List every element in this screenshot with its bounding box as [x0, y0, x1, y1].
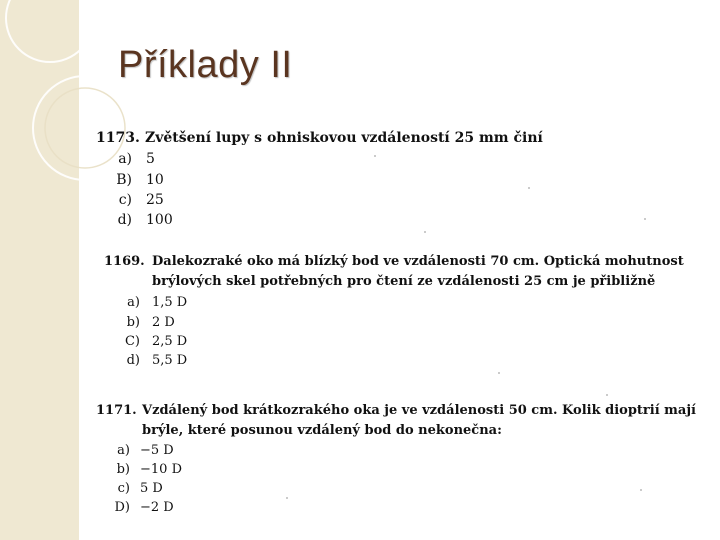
page-title: Příklady II	[118, 44, 293, 86]
option-value: 5,5 D	[152, 353, 188, 368]
answer-option	[114, 149, 155, 169]
option-value: 2 D	[152, 315, 175, 330]
answer-option	[110, 479, 163, 498]
answer-option	[122, 293, 188, 312]
scan-speck	[286, 497, 288, 499]
option-value: 2,5 D	[152, 334, 188, 349]
question-1171	[96, 401, 706, 521]
option-value: 5 D	[140, 481, 163, 496]
question-text: Zvětšení lupy s ohniskovou vzdáleností 25 mm činí	[145, 130, 543, 146]
answer-option	[110, 498, 174, 517]
scan-speck	[606, 394, 608, 396]
scan-speck	[528, 187, 530, 189]
question-number: 1173.	[96, 130, 140, 146]
option-letter: a)	[118, 151, 132, 167]
option-letter: b)	[126, 315, 140, 330]
answer-option	[122, 313, 175, 332]
question-1169	[104, 252, 704, 372]
option-letter: D)	[114, 500, 130, 515]
question-text-line-1: Dalekozraké oko má blízký bod ve vzdálenosti 70 cm. Optická mohutnost	[152, 254, 684, 269]
answer-option	[110, 460, 182, 479]
option-value: 10	[146, 172, 164, 188]
scan-speck	[374, 155, 376, 157]
option-value: −5 D	[140, 443, 174, 458]
option-letter: d)	[117, 212, 132, 228]
question-text-line-2: brýle, které posunou vzdálený bod do nekonečna:	[142, 423, 502, 438]
answer-option	[110, 441, 174, 460]
scan-speck	[498, 372, 500, 374]
scan-speck	[640, 489, 642, 491]
answer-option	[114, 170, 164, 190]
answer-option	[122, 351, 188, 370]
answer-option	[114, 210, 173, 230]
option-letter: b)	[116, 462, 130, 477]
question-text-line-1: Vzdálený bod krátkozrakého oka je ve vzdálenosti 50 cm. Kolik dioptrií mají	[142, 403, 696, 418]
option-value: 1,5 D	[152, 295, 188, 310]
question-text-line-2: brýlových skel potřebných pro čtení ze vzdálenosti 25 cm je přibližně	[152, 274, 656, 289]
option-letter: c)	[117, 481, 130, 496]
option-value: −10 D	[140, 462, 182, 477]
question-number: 1171.	[96, 403, 137, 418]
option-letter: B)	[116, 172, 132, 188]
answer-option	[114, 190, 164, 210]
option-letter: c)	[118, 192, 132, 208]
question-1173	[96, 128, 696, 232]
answer-option	[122, 332, 188, 351]
option-letter: a)	[117, 443, 130, 458]
option-value: 100	[146, 212, 173, 228]
scan-speck	[424, 231, 426, 233]
scan-speck	[644, 218, 646, 220]
option-value: −2 D	[140, 500, 174, 515]
option-letter: a)	[127, 295, 140, 310]
option-value: 25	[146, 192, 164, 208]
question-number: 1169.	[104, 254, 145, 269]
option-letter: d)	[126, 353, 140, 368]
option-letter: C)	[124, 334, 140, 349]
option-value: 5	[146, 151, 155, 167]
